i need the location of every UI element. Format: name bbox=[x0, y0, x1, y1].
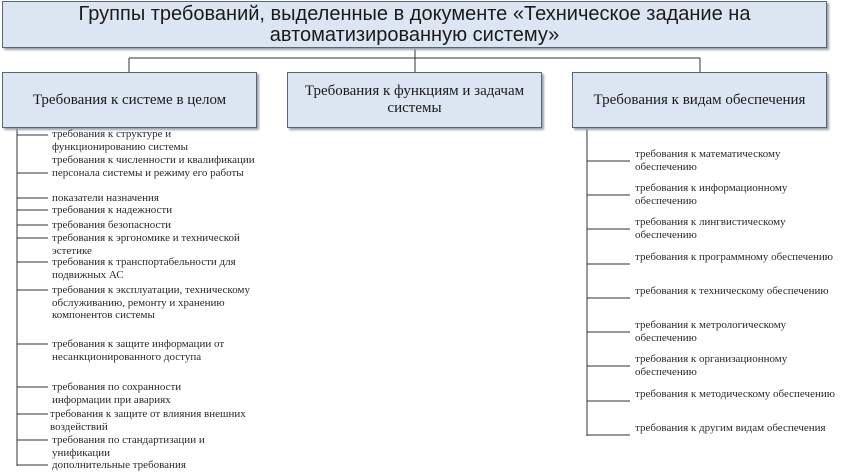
category-label: Требования к функциям и задачам системы bbox=[304, 83, 525, 116]
list-item: показатели назначения bbox=[52, 192, 159, 204]
category-label: Требования к системе в целом bbox=[32, 91, 227, 108]
category-support-requirements bbox=[572, 72, 827, 128]
list-item: требования к численности и квалификации персонала системы и режиму его работы bbox=[52, 154, 255, 179]
list-item: требования безопасности bbox=[52, 219, 172, 231]
list-item: требования к эргономике и технической эстетике bbox=[52, 232, 240, 257]
list-item: требования по сохранности информации при авариях bbox=[52, 381, 182, 406]
list-item: требования к надежности bbox=[52, 204, 173, 216]
category-label: Требования к видам обеспечения bbox=[593, 91, 806, 108]
list-item: требования к другим видам обеспечения bbox=[635, 422, 826, 434]
list-item: требования к методическому обеспечению bbox=[635, 388, 835, 400]
list-item: требования к структуре и функционированию системы bbox=[52, 128, 188, 153]
diagram-title-text: Группы требований, выделенные в документе «Техническое задание на автоматизированную систему» bbox=[78, 2, 751, 46]
list-item: требования к транспортабельности для подвижных АС bbox=[52, 256, 236, 281]
list-item: требования к защите информации от несанкционированного доступа bbox=[52, 338, 225, 363]
list-item: требования к информационному обеспечению bbox=[635, 182, 788, 207]
category-function-requirements bbox=[287, 72, 542, 128]
list-item: требования к математическому обеспечению bbox=[635, 148, 781, 173]
list-item: требования к техническому обеспечению bbox=[635, 285, 829, 297]
list-item: требования к программному обеспечению bbox=[635, 251, 834, 263]
list-item: требования к метрологическому обеспечению bbox=[635, 319, 787, 344]
list-item: требования к лингвистическому обеспечению bbox=[635, 216, 786, 241]
list-item: требования к эксплуатации, техническому обслуживанию, ремонту и хранению компонентов системы bbox=[52, 284, 250, 321]
list-item: требования к организационному обеспечению bbox=[635, 353, 788, 378]
list-item: требования по стандартизации и унификации bbox=[52, 434, 205, 459]
list-item: дополнительные требования bbox=[52, 459, 186, 471]
diagram-title bbox=[2, 1, 827, 48]
category-system-requirements bbox=[2, 72, 257, 128]
list-item: требования к защите от влияния внешних воздействий bbox=[50, 408, 246, 433]
